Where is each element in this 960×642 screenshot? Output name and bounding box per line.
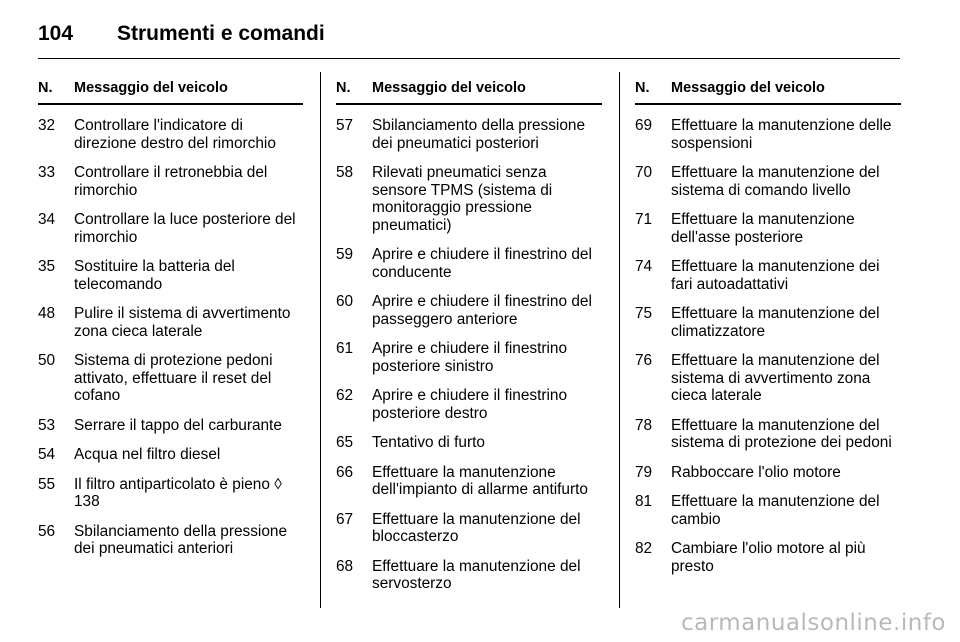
message-text: Tentativo di furto <box>372 434 485 451</box>
message-number: 76 <box>635 352 653 369</box>
message-text: Serrare il tappo del carburante <box>74 416 282 434</box>
message-number: 78 <box>635 416 653 434</box>
message-row <box>635 305 901 340</box>
message-number: 67 <box>336 510 354 528</box>
message-text: Aprire e chiudere il finestrino posteriore destro <box>372 387 568 422</box>
message-number: 66 <box>336 463 354 481</box>
message-number: 71 <box>635 211 653 228</box>
column-divider <box>619 72 620 608</box>
message-text: Acqua nel filtro diesel <box>74 446 221 463</box>
message-number: 62 <box>336 387 354 404</box>
message-number: 68 <box>336 557 354 575</box>
message-number: 82 <box>635 540 653 557</box>
message-row <box>336 464 602 499</box>
message-row <box>38 446 303 464</box>
message-row <box>635 164 901 199</box>
message-number: 75 <box>635 305 653 322</box>
message-row <box>635 417 901 452</box>
message-number: 35 <box>38 258 56 275</box>
page-title: Strumenti e comandi <box>117 22 325 45</box>
message-text: Effettuare la manutenzione dell'asse posteriore <box>671 211 855 246</box>
message-row <box>38 164 303 199</box>
page-header <box>38 18 900 59</box>
message-row <box>336 164 602 234</box>
column-header-number: N. <box>635 80 650 96</box>
message-number: 81 <box>635 493 653 510</box>
message-number: 34 <box>38 211 56 228</box>
message-row <box>336 511 602 546</box>
message-text: Sbilanciamento della pressione dei pneumatici anteriori <box>74 522 288 557</box>
message-text: Effettuare la manutenzione del sistema di comando livello <box>671 164 880 199</box>
watermark: carmanualsonline.info <box>680 610 946 636</box>
message-number: 70 <box>635 164 653 181</box>
message-row <box>336 340 602 375</box>
column-header <box>38 80 303 105</box>
message-row <box>38 305 303 340</box>
message-number: 32 <box>38 117 56 134</box>
message-text: Effettuare la manutenzione del sistema di protezione dei pedoni <box>671 416 892 451</box>
message-number: 59 <box>336 246 354 263</box>
message-column-3 <box>635 80 901 610</box>
message-number: 53 <box>38 416 56 434</box>
message-row <box>336 293 602 328</box>
message-text: Controllare la luce posteriore del rimorchio <box>74 211 296 246</box>
message-number: 61 <box>336 340 354 357</box>
message-row <box>635 352 901 405</box>
message-column-1 <box>38 80 303 610</box>
message-text: Effettuare la manutenzione del servosterzo <box>372 557 581 592</box>
message-number: 55 <box>38 475 56 493</box>
message-number: 58 <box>336 164 354 181</box>
message-list <box>635 117 901 575</box>
message-row <box>336 246 602 281</box>
message-row <box>635 117 901 152</box>
message-row <box>38 523 303 558</box>
column-header-message: Messaggio del veicolo <box>372 80 526 96</box>
message-row <box>38 352 303 405</box>
column-header-number: N. <box>38 80 53 96</box>
column-header-message: Messaggio del veicolo <box>74 80 228 96</box>
message-row <box>635 464 901 482</box>
message-text: Controllare il retronebbia del rimorchio <box>74 164 268 199</box>
message-number: 56 <box>38 522 56 540</box>
message-row <box>336 117 602 152</box>
message-number: 69 <box>635 117 653 134</box>
message-row <box>38 417 303 435</box>
message-row <box>635 211 901 246</box>
message-text: Effettuare la manutenzione del bloccasterzo <box>372 510 581 545</box>
message-row <box>38 476 303 511</box>
message-row <box>635 493 901 528</box>
message-column-2 <box>336 80 602 610</box>
message-row <box>336 558 602 593</box>
message-number: 57 <box>336 117 354 134</box>
message-row <box>38 117 303 152</box>
message-text: Aprire e chiudere il finestrino posteriore sinistro <box>372 340 568 375</box>
message-text: Effettuare la manutenzione del climatizzatore <box>671 305 880 340</box>
message-text: Rabboccare l'olio motore <box>671 463 841 481</box>
message-number: 48 <box>38 305 56 322</box>
message-row <box>38 211 303 246</box>
message-row <box>635 258 901 293</box>
message-text: Aprire e chiudere il finestrino del passeggero anteriore <box>372 293 592 328</box>
message-text: Sistema di protezione pedoni attivato, effettuare il reset del cofano <box>74 352 273 404</box>
message-number: 54 <box>38 446 56 463</box>
message-text: Effettuare la manutenzione dell'impianto di allarme antifurto <box>372 463 588 498</box>
message-number: 60 <box>336 293 354 310</box>
message-number: 50 <box>38 352 56 369</box>
message-text: Pulire il sistema di avvertimento zona cieca laterale <box>74 305 291 340</box>
message-number: 74 <box>635 258 653 275</box>
page-number: 104 <box>38 22 74 45</box>
message-text: Sostituire la batteria del telecomando <box>74 258 235 293</box>
message-text: Il filtro antiparticolato è pieno ◊ 138 <box>74 475 282 510</box>
message-row <box>635 540 901 575</box>
message-row <box>336 387 602 422</box>
message-text: Effettuare la manutenzione delle sospensioni <box>671 117 892 152</box>
message-text: Rilevati pneumatici senza sensore TPMS (sistema di monitoraggio pressione pneumatici) <box>372 164 553 234</box>
message-number: 33 <box>38 164 56 181</box>
message-text: Effettuare la manutenzione del sistema di avvertimento zona cieca laterale <box>671 352 880 404</box>
column-header <box>635 80 901 105</box>
message-text: Cambiare l'olio motore al più presto <box>671 540 866 575</box>
column-divider <box>320 72 321 608</box>
message-row <box>336 434 602 452</box>
message-list <box>336 117 602 593</box>
message-row <box>38 258 303 293</box>
message-number: 65 <box>336 434 354 451</box>
message-text: Effettuare la manutenzione dei fari autoadattativi <box>671 258 880 293</box>
message-text: Controllare l'indicatore di direzione destro del rimorchio <box>74 117 276 152</box>
message-text: Sbilanciamento della pressione dei pneumatici posteriori <box>372 117 586 152</box>
message-text: Aprire e chiudere il finestrino del conducente <box>372 246 592 281</box>
column-header-number: N. <box>336 80 351 96</box>
column-header <box>336 80 602 105</box>
column-header-message: Messaggio del veicolo <box>671 80 825 96</box>
message-number: 79 <box>635 463 653 481</box>
message-text: Effettuare la manutenzione del cambio <box>671 493 880 528</box>
message-list <box>38 117 303 558</box>
